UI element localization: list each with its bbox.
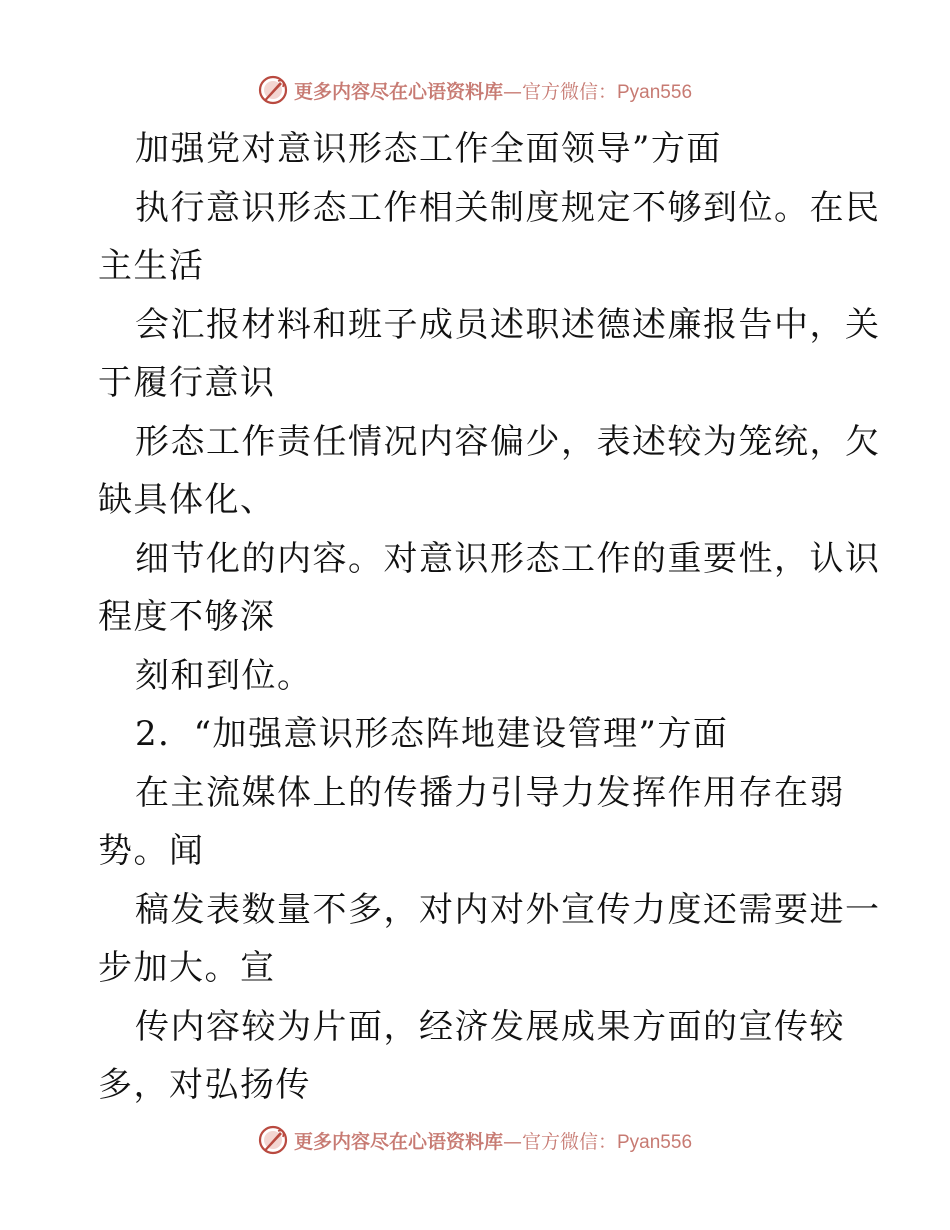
header-separator: — — [503, 80, 522, 103]
text-line: 加强党对意识形态工作全面领导”方面 — [135, 129, 722, 169]
footer-wechat: 官方微信：Pyan556 — [522, 1131, 693, 1153]
quill-logo-icon — [258, 75, 288, 105]
text-line: 步加大。宣 — [98, 948, 276, 988]
text-line: 稿发表数量不多，对内对外宣传力度还需要进一 — [135, 889, 881, 930]
text-line: 刻和到位。 — [135, 655, 313, 696]
text-line: 细节化的内容。对意识形态工作的重要性，认识 — [135, 538, 881, 579]
text-line: 于履行意识 — [98, 363, 276, 403]
header-watermark — [0, 70, 950, 110]
text-line: 程度不够深 — [98, 597, 276, 637]
text-line: 缺具体化、 — [98, 480, 276, 520]
text-line: 多，对弘扬传 — [98, 1065, 311, 1105]
text-line: 在主流媒体上的传播力引导力发挥作用存在弱 — [135, 772, 845, 813]
text-line: 形态工作责任情况内容偏少，表述较为笼统，欠 — [135, 421, 881, 462]
footer-watermark — [0, 1120, 950, 1160]
text-line: 执行意识形态工作相关制度规定不够到位。在民 — [135, 187, 881, 228]
quill-logo-icon — [258, 1125, 288, 1155]
section-heading: 2．“加强意识形态阵地建设管理”方面 — [135, 714, 729, 754]
text-line: 传内容较为片面，经济发展成果方面的宣传较 — [135, 1006, 845, 1047]
text-line: 会汇报材料和班子成员述职述德述廉报告中，关 — [135, 304, 881, 345]
text-line: 主生活 — [98, 246, 205, 286]
header-wechat: 官方微信：Pyan556 — [522, 81, 693, 103]
footer-site-name: 更多内容尽在心语资料库 — [293, 1130, 503, 1153]
text-line: 势。闻 — [98, 831, 205, 871]
footer-separator: — — [503, 1130, 522, 1153]
document-body — [98, 120, 881, 1115]
header-site-name: 更多内容尽在心语资料库 — [293, 80, 503, 103]
